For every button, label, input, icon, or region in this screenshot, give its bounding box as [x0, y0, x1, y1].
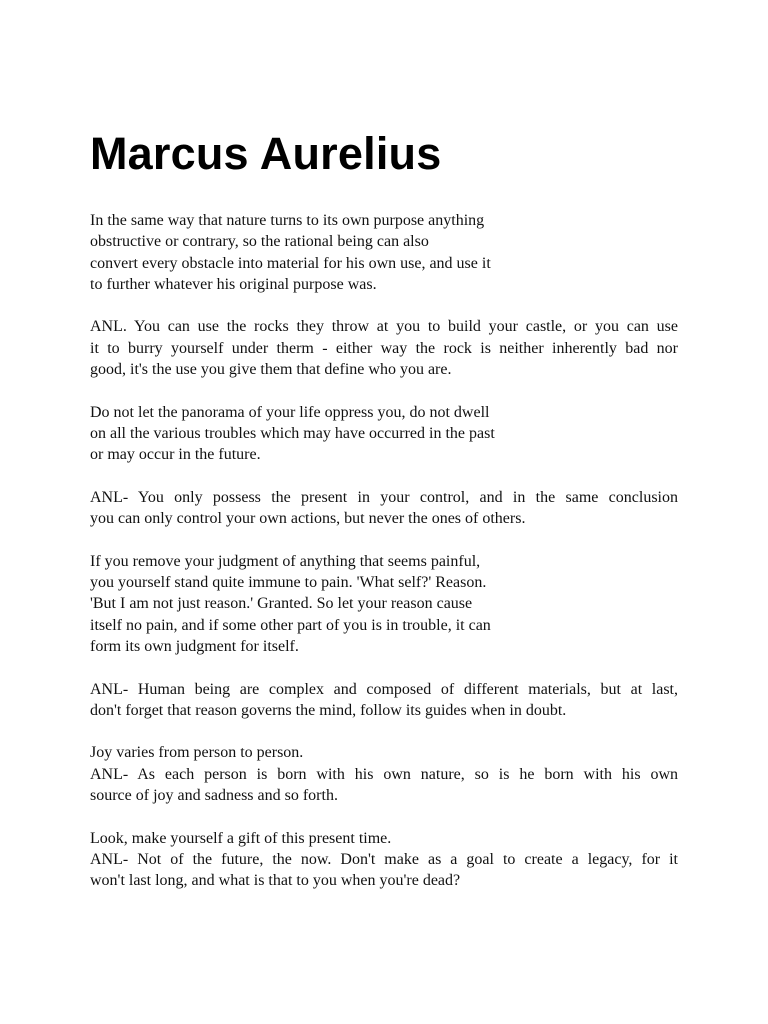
quote-paragraph	[90, 402, 678, 466]
text-line: obstructive or contrary, so the rational being can also	[90, 233, 429, 251]
quote-paragraph	[90, 210, 678, 295]
page-title: Marcus Aurelius	[90, 128, 442, 179]
commentary-paragraph	[90, 487, 678, 530]
text-line: you can only control your own actions, but never the ones of others.	[90, 510, 526, 528]
quote-and-commentary-paragraph	[90, 828, 678, 892]
text-line: If you remove your judgment of anything that seems painful,	[90, 552, 481, 570]
text-line: convert every obstacle into material for his own use, and use it	[90, 254, 491, 272]
quote-and-commentary-paragraph	[90, 742, 678, 806]
text-line: source of joy and sadness and so forth.	[90, 787, 338, 805]
text-line: on all the various troubles which may have occurred in the past	[90, 424, 495, 442]
text-line: you yourself stand quite immune to pain. 'What self?' Reason.	[90, 574, 487, 592]
text-line: to further whatever his original purpose was.	[90, 275, 377, 293]
text-line: 'But I am not just reason.' Granted. So let your reason cause	[90, 595, 473, 613]
text-line: Do not let the panorama of your life oppress you, do not dwell	[90, 403, 490, 421]
text-line: won't last long, and what is that to you when you're dead?	[90, 872, 461, 890]
commentary-paragraph	[90, 316, 678, 380]
text-line: form its own judgment for itself.	[90, 637, 299, 655]
text-line: itself no pain, and if some other part of you is in trouble, it can	[90, 616, 491, 634]
text-line: don't forget that reason governs the mind, follow its guides when in doubt.	[90, 701, 567, 719]
text-line: or may occur in the future.	[90, 446, 261, 464]
quote-paragraph	[90, 551, 678, 657]
text-line: ANL. You can use the rocks they throw at you to build your castle, or you can use	[90, 318, 678, 336]
text-line: ANL- As each person is born with his own nature, so is he born with his own	[90, 765, 678, 783]
text-line: it to burry yourself under therm - either way the rock is neither inherently bad nor	[90, 339, 678, 357]
text-line: Look, make yourself a gift of this present time.	[90, 829, 392, 847]
text-line: ANL- Not of the future, the now. Don't make as a goal to create a legacy, for it	[90, 850, 678, 868]
commentary-paragraph	[90, 679, 678, 722]
text-line: Joy varies from person to person.	[90, 744, 304, 762]
text-line: ANL- Human being are complex and composed of different materials, but at last,	[90, 680, 678, 698]
text-line: In the same way that nature turns to its own purpose anything	[90, 212, 485, 229]
text-line: good, it's the use you give them that define who you are.	[90, 361, 452, 379]
text-line: ANL- You only possess the present in your control, and in the same conclusion	[90, 488, 678, 506]
document-body	[90, 210, 678, 913]
